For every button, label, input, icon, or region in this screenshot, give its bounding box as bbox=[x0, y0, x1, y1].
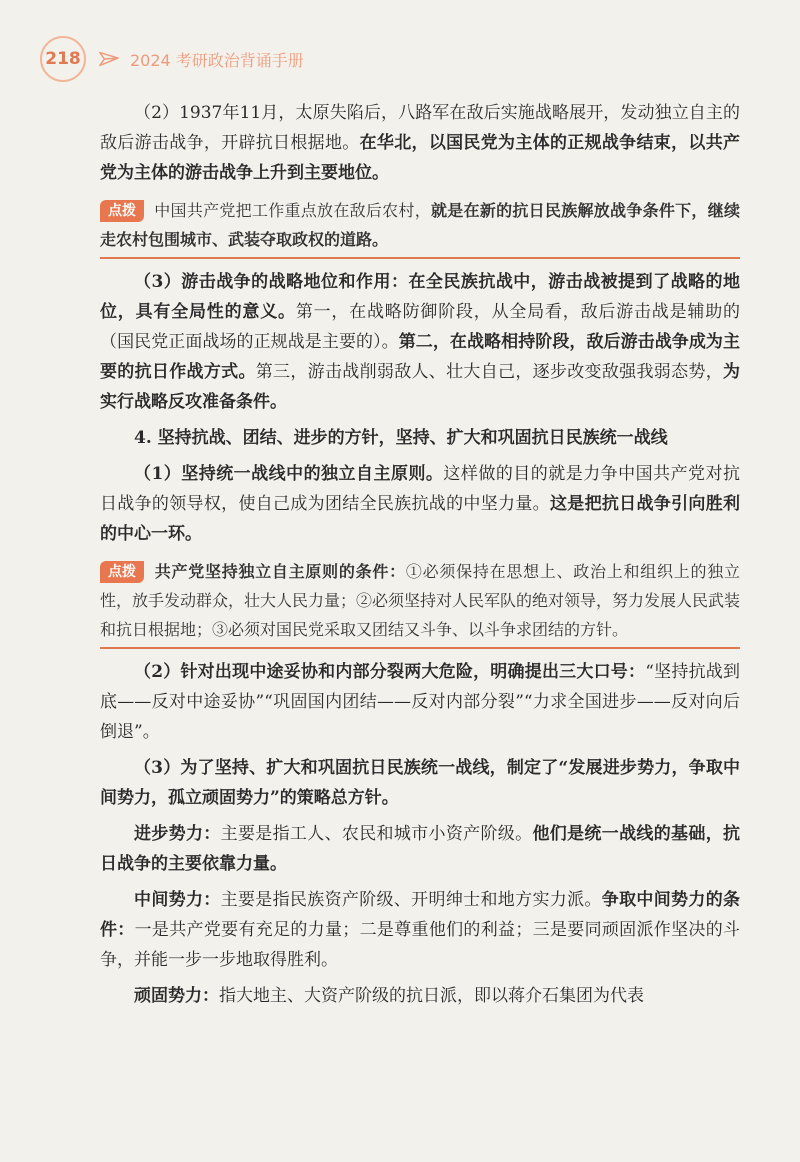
paragraph-general-policy bbox=[100, 753, 740, 813]
bold-text: 这是把抗日战争引向胜利的中心一环。 bbox=[100, 494, 741, 544]
text: 主要是指民族资产阶级、开明绅士和地方实力派。 bbox=[220, 890, 602, 910]
paper-plane-icon bbox=[98, 48, 120, 70]
bold-text: 就是在新的抗日民族解放战争条件下，继续走农村包围城市、武装夺取政权的道路。 bbox=[100, 201, 740, 249]
bold-text: 他们是统一战线的基础，抗日战争的主要依靠力量。 bbox=[100, 824, 741, 874]
bold-text: 第二，在战略相持阶段，敌后游击战争成为主要的抗日作战方式。 bbox=[100, 332, 741, 382]
tip-box-independence-conditions bbox=[100, 555, 740, 649]
text: 指大地主、大资产阶级的抗日派，即以蒋介石集团为代表 bbox=[219, 986, 644, 1006]
text: 第一，在战略防御阶段，从全局看，敌后游击战是辅助的（国民党正面战场的正规战是主要的）。 bbox=[100, 302, 741, 352]
text: 中国共产党把工作重点放在敌后农村， bbox=[154, 201, 431, 220]
paragraph-guerrilla-expansion bbox=[100, 98, 740, 188]
book-title: 2024 考研政治背诵手册 bbox=[130, 50, 304, 70]
page-content bbox=[100, 98, 740, 1017]
bold-text: 中间势力： bbox=[134, 890, 221, 910]
text: 主要是指工人、农民和城市小资产阶级。 bbox=[220, 824, 533, 844]
paragraph-independence-principle bbox=[100, 459, 740, 549]
bold-text: 争取中间势力的条件： bbox=[100, 890, 741, 940]
bold-text: 4. 坚持抗战、团结、进步的方针，坚持、扩大和巩固抗日民族统一战线 bbox=[134, 428, 668, 448]
text: ①必须保持在思想上、政治上和组织上的独立性，放手发动群众，壮大人民力量；②必须坚持对人民军队的绝对领导，努力发展人民武装和抗日根据地；③必须对国民党采取又团结又斗争、以斗争求团结的方针。 bbox=[100, 562, 741, 639]
bold-text: （3）游击战争的战略地位和作用：在全民族抗战中，游击战被提到了战略的地位，具有全局性的意义。 bbox=[100, 272, 740, 322]
paragraph-middle-forces bbox=[100, 885, 740, 975]
bold-text: （2）针对出现中途妥协和内部分裂两大危险，明确提出三大口号： bbox=[134, 662, 646, 682]
tip-badge: 点拨 bbox=[100, 200, 144, 222]
text: 第三，游击战削弱敌人、壮大自己，逐步改变敌强我弱态势， bbox=[255, 362, 723, 382]
text: 这样做的目的就是力争中国共产党对抗日战争的领导权，使自己成为团结全民族抗战的中坚力量。 bbox=[100, 464, 741, 514]
section-heading-united-front bbox=[100, 423, 740, 453]
paragraph-diehard-forces bbox=[100, 981, 740, 1011]
page-header bbox=[40, 36, 304, 82]
bold-text: 顽固势力： bbox=[134, 986, 219, 1006]
page-number: 218 bbox=[40, 36, 86, 82]
bold-text: （1）坚持统一战线中的独立自主原则。 bbox=[134, 464, 444, 484]
bold-text: 进步势力： bbox=[134, 824, 221, 844]
bold-text: 共产党坚持独立自主原则的条件： bbox=[154, 562, 406, 581]
tip-badge: 点拨 bbox=[100, 561, 144, 583]
paragraph-progressive-forces bbox=[100, 819, 740, 879]
tip-box-rural-strategy bbox=[100, 194, 740, 259]
bold-text: 在华北，以国民党为主体的正规战争结束，以共产党为主体的游击战争上升到主要地位。 bbox=[100, 133, 741, 183]
bold-text: （3）为了坚持、扩大和巩固抗日民族统一战线，制定了“发展进步势力，争取中间势力，孤立顽固势力”的策略总方针。 bbox=[100, 758, 740, 808]
text: “坚持抗战到底——反对中途妥协”“巩固国内团结——反对内部分裂”“力求全国进步——反对向后倒退”。 bbox=[100, 662, 740, 742]
paragraph-three-slogans bbox=[100, 657, 740, 747]
bold-text: 为实行战略反攻准备条件。 bbox=[100, 362, 740, 412]
text: （2）1937年11月，太原失陷后，八路军在敌后实施战略展开，发动独立自主的敌后游击战争，开辟抗日根据地。 bbox=[100, 103, 740, 153]
text: 一是共产党要有充足的力量；二是尊重他们的利益；三是要同顽固派作坚决的斗争，并能一步一步地取得胜利。 bbox=[100, 920, 741, 970]
paragraph-guerrilla-role bbox=[100, 267, 740, 417]
